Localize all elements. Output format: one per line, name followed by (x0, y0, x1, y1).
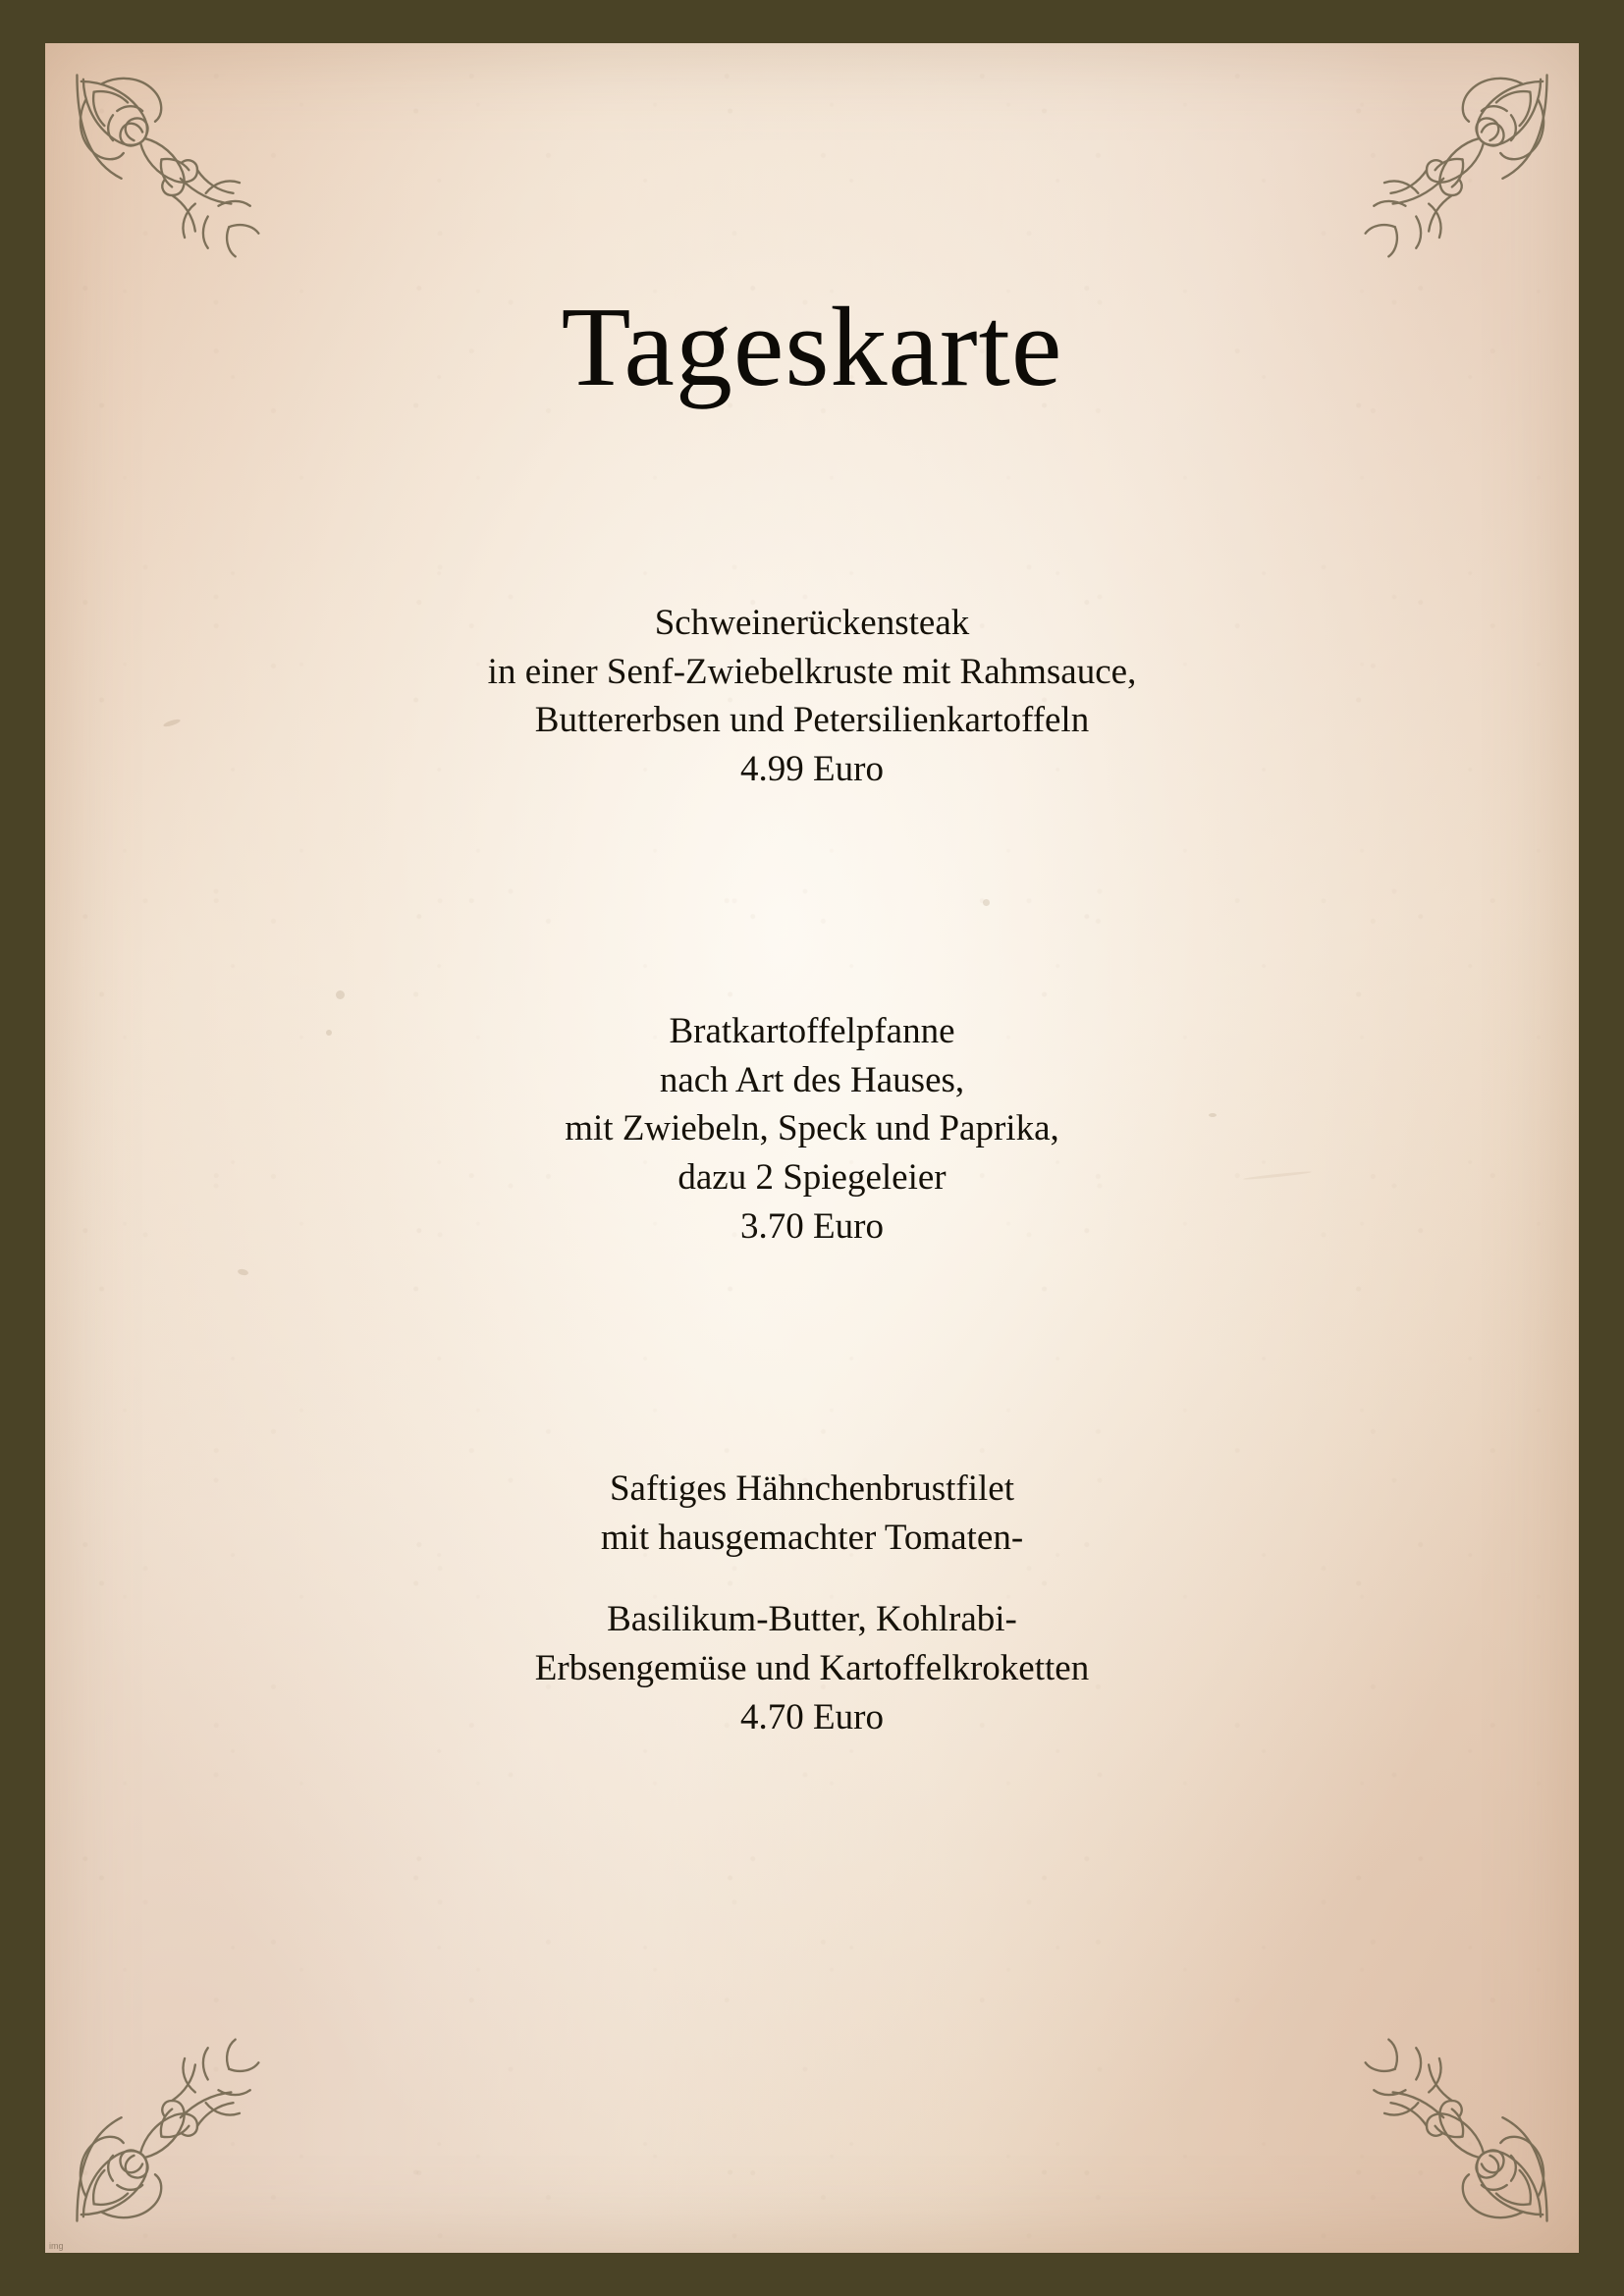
dish-line: mit Zwiebeln, Speck und Paprika, (565, 1108, 1059, 1149)
corner-stamp: img (49, 2241, 64, 2251)
dish-line: Erbsengemüse und Kartoffelkroketten (534, 1647, 1090, 1688)
paper-surface (45, 43, 1579, 2253)
dish-line: nach Art des Hauses, (659, 1059, 965, 1100)
dish-line: mit hausgemachter Tomaten- (600, 1517, 1024, 1558)
dish-line: Bratkartoffelpfanne (669, 1011, 955, 1052)
page-title: Tageskarte (561, 285, 1063, 410)
corner-flourish-icon (1342, 2016, 1553, 2227)
dish-item (272, 599, 1352, 793)
dish-line: Basilikum-Butter, Kohlrabi- (607, 1599, 1017, 1640)
dish-list (45, 599, 1579, 1741)
menu-content (45, 43, 1579, 1741)
corner-flourish-icon (71, 2016, 282, 2227)
dish-line: Saftiges Hähnchenbrustfilet (609, 1468, 1015, 1510)
dish-price: 3.70 Euro (740, 1205, 884, 1247)
dish-price: 4.70 Euro (740, 1696, 884, 1737)
dish-line: dazu 2 Spiegeleier (677, 1157, 947, 1199)
dish-item (272, 1007, 1352, 1251)
dish-line: Buttererbsen und Petersilienkartoffeln (534, 700, 1090, 741)
dish-line: in einer Senf-Zwiebelkruste mit Rahmsauce, (487, 651, 1137, 692)
dish-item (272, 1465, 1352, 1741)
dish-line: Schweinerückensteak (654, 603, 970, 643)
dish-price: 4.99 Euro (740, 748, 884, 789)
